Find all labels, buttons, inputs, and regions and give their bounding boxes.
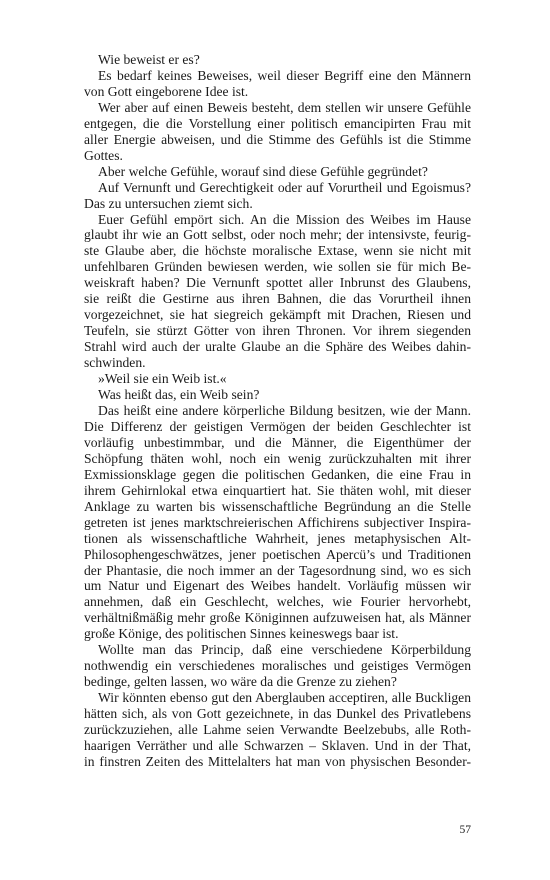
text-line: ihrem Gehirnlokal etwa einquartiert hat. Sie thäten wohl, mit dieser — [84, 482, 471, 498]
text-line: vorläufig unbestimmbar, und die Männer, die Eigenthümer der — [84, 434, 471, 450]
text-line: große Könige, des politischen Sinnes keineswegs baar ist. — [84, 626, 399, 642]
text-line: getreten ist jenes marktschreierischen Affichirens subjectiver Inspira- — [84, 514, 471, 530]
text-line: sie reißt die Gestirne aus ihren Bahnen, die das Vorurtheil ihnen — [84, 291, 471, 307]
text-line: aller Energie abweisen, und die Stimme des Gefühls ist die Stimme — [84, 131, 471, 147]
text-line: Das heißt eine andere körperliche Bildung besitzen, wie der Mann. — [98, 402, 471, 418]
text-line: Gottes. — [84, 147, 123, 163]
text-line: zurückzuziehen, alle Lahme seien Verwandte Beelzebubs, alle Roth- — [84, 722, 471, 738]
text-line: nothwendig ein verschiedenes moralisches und geistiges Vermögen — [84, 658, 471, 674]
text-line: annehmen, daß ein Geschlecht, welches, wie Fourier hervorhebt, — [84, 594, 471, 610]
text-line: haarigen Verräther und alle Schwarzen – Sklaven. Und in der That, — [84, 737, 471, 753]
text-line: Wollte man das Princip, daß eine verschiedene Körperbildung — [98, 642, 471, 658]
text-line: der Phantasie, die noch immer an der Tagesordnung sind, wo es sich — [84, 562, 471, 578]
text-line: »Weil sie ein Weib ist.« — [98, 371, 227, 387]
text-line: Aber welche Gefühle, worauf sind diese Gefühle gegründet? — [98, 163, 428, 179]
text-line: Wie beweist er es? — [98, 52, 200, 67]
text-line: Philosophengeschwätzes, jener poetischen Apercü’s und Traditionen — [84, 546, 471, 562]
text-line: weiskraft haben? Die Vernunft spottet aller Inbrunst des Glaubens, — [84, 275, 471, 291]
body-text — [84, 52, 471, 770]
text-line: bedinge, gelten lassen, wo wäre da die Grenze zu ziehen? — [84, 674, 397, 690]
text-line: Schöpfung thäten wohl, noch ein wenig zurückzuhalten mit ihrer — [84, 450, 471, 466]
text-line: Es bedarf keines Beweises, weil dieser Begriff eine den Männern — [98, 67, 471, 83]
text-line: entgegen, die die Vorstellung einer politisch emancipirten Frau mit — [84, 115, 471, 131]
text-line: verhältnißmäßig mehr große Königinnen aufzuweisen hat, als Männer — [84, 610, 471, 626]
text-line: Teufeln, sie stürzt Götter von ihren Thronen. Vor ihrem siegenden — [84, 323, 471, 339]
text-line: ste Glaube aber, die höchste moralische Extase, wenn sie nicht mit — [84, 243, 471, 259]
text-line: Wer aber auf einen Beweis besteht, dem stellen wir unsere Gefühle — [98, 99, 471, 115]
text-line: Anklage zu warten bis wissenschaftliche Begründung an die Stelle — [84, 498, 471, 514]
text-line: Das zu untersuchen ziemt sich. — [84, 195, 253, 211]
text-line: glaubt ihr wie an Gott selbst, oder noch mehr; der intensivste, feurig- — [84, 227, 471, 243]
text-line: Auf Vernunft und Gerechtigkeit oder auf Vorurtheil und Egoismus? — [98, 179, 471, 195]
text-line: hätten sich, als von Gott gezeichnete, in das Dunkel des Privatlebens — [84, 706, 471, 722]
text-line: schwinden. — [84, 355, 146, 371]
text-line: Wir könnten ebenso gut den Aberglauben acceptiren, alle Buckligen — [98, 690, 471, 706]
text-line: in finstren Zeiten des Mittelalters hat man von physischen Besonder- — [84, 753, 471, 769]
text-line: unfehlbaren Gründen bewiesen werden, wie sollen sie für mich Be- — [84, 259, 471, 275]
text-line: Exmissionsklage gegen die politischen Gedanken, die eine Frau in — [84, 466, 471, 482]
text-line: vorgezeichnet, sie hat siegreich gekämpft mit Drachen, Riesen und — [84, 307, 471, 323]
page-number: 57 — [459, 824, 471, 836]
text-line: Strahl wird auch der uralte Glaube an die Sphäre des Weibes dahin- — [84, 339, 471, 355]
text-line: Die Differenz der geistigen Vermögen der beiden Geschlechter ist — [84, 418, 471, 434]
text-line: tionen als wissenschaftliche Wahrheit, jenes metaphysischen Alt- — [84, 530, 471, 546]
text-line: von Gott eingeborene Idee ist. — [84, 83, 249, 99]
text-line: Was heißt das, ein Weib sein? — [98, 387, 260, 403]
text-line: um Natur und Eigenart des Weibes handelt. Vorläufig müssen wir — [84, 578, 471, 594]
text-line: Euer Gefühl empört sich. An die Mission des Weibes im Hause — [98, 211, 471, 227]
